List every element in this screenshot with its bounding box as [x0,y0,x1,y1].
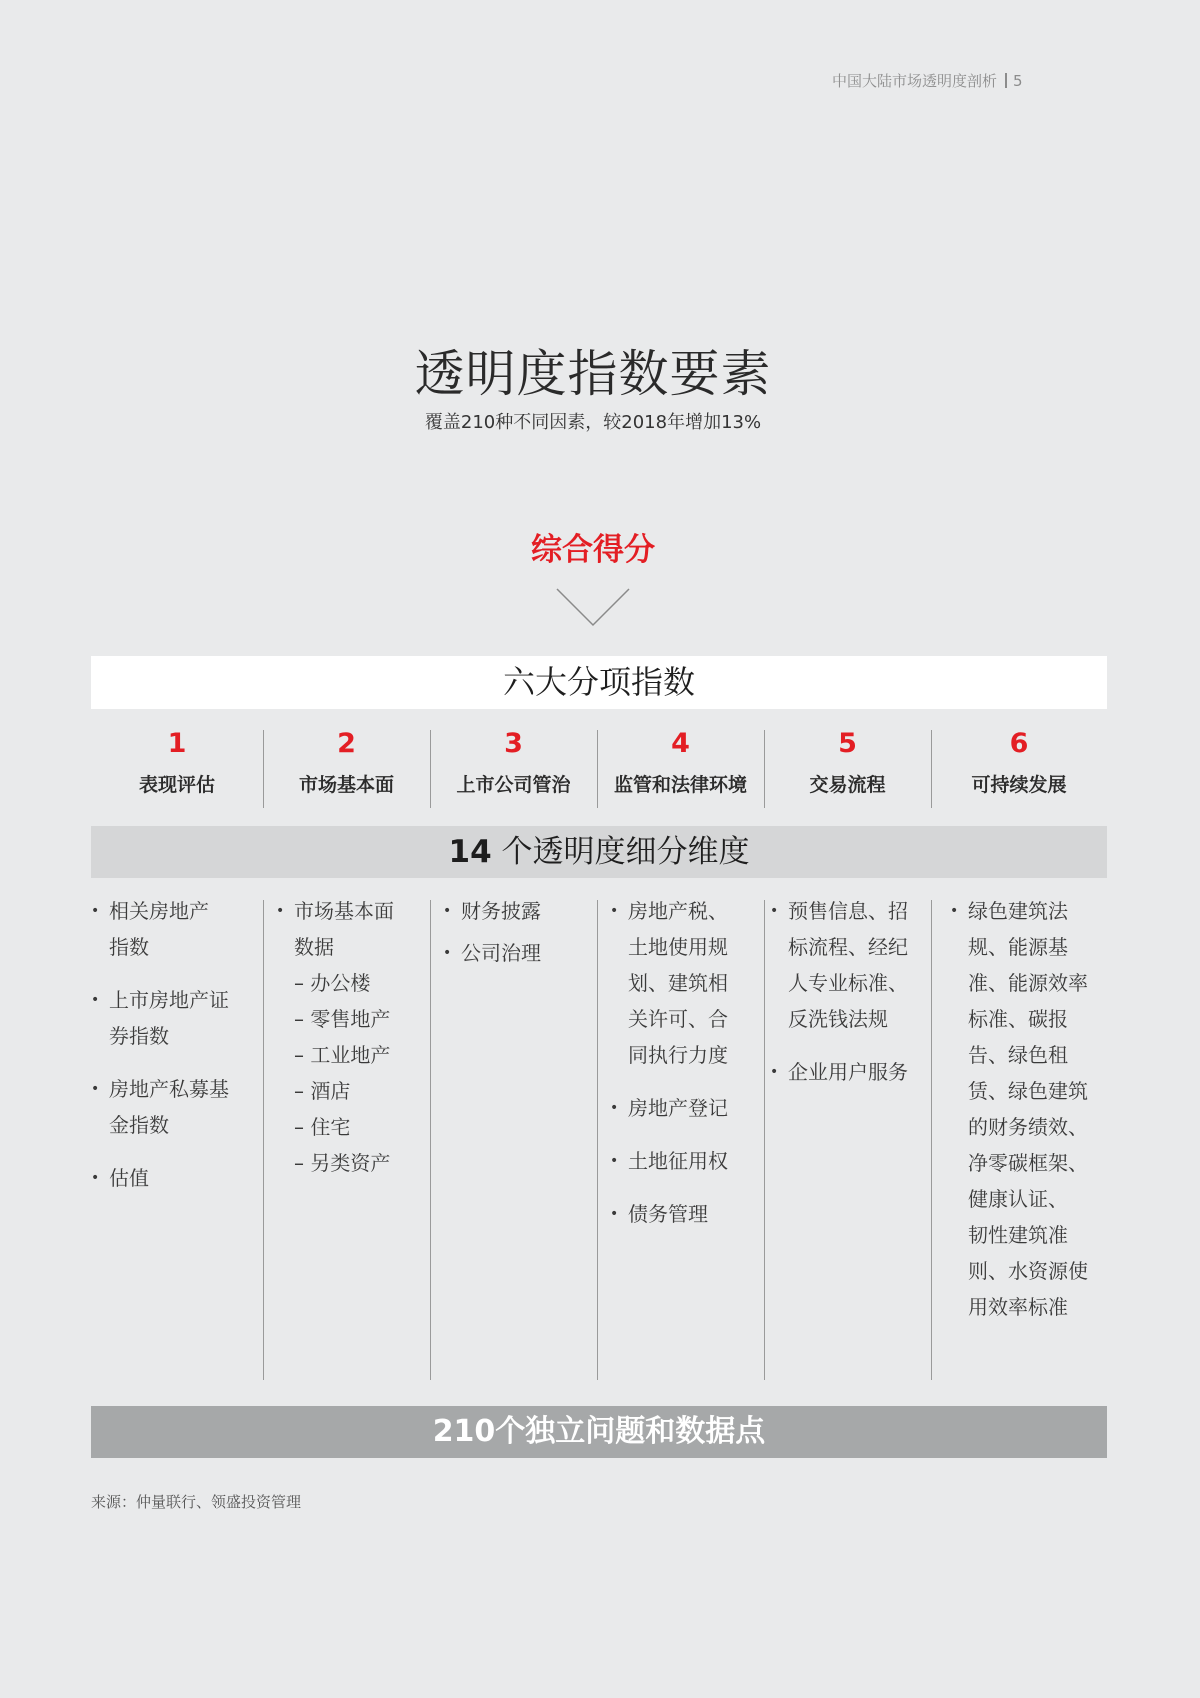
dimension-column-1 [91,893,256,1213]
list-item: • 预售信息、招 标流程、经纪 人专业标准、 反洗钱法规 [770,893,930,1037]
index-number: 2 [337,728,356,759]
index-name: 表现评估 [138,774,215,796]
index-name: 上市公司管治 [456,774,571,796]
dimensions-band [91,826,1107,878]
chevron-down-icon [556,588,630,628]
source-note: 来源：仲量联行、领盛投资管理 [91,1493,302,1511]
index-3 [430,728,597,808]
page-number: 5 [1013,72,1023,90]
header-divider [1005,73,1007,88]
column-divider [931,900,932,1380]
sub-list-item: – 办公楼 [294,971,371,995]
page-subtitle: 覆盖210种不同因素，较2018年增加13% [424,412,762,433]
list-item: • 相关房地产 指数 [91,893,256,965]
index-number: 5 [838,728,857,759]
list-item: • 企业用户服务 [770,1054,930,1090]
index-4 [597,728,764,808]
dimension-column-5 [770,893,930,1107]
index-name: 市场基本面 [298,774,394,796]
sub-list-item: – 酒店 [294,1079,351,1103]
index-name: 监管和法律环境 [613,774,747,796]
index-2 [263,728,430,808]
list-item: • 估值 [91,1160,256,1196]
list-item: • 土地征用权 [610,1143,760,1179]
dimensions-text: 个透明度细分维度 [491,834,750,870]
page-title: 透明度指数要素 [414,345,772,403]
index-5 [764,728,931,808]
index-number: 3 [504,728,523,759]
list-item: • 房地产私募基 金指数 [91,1071,256,1143]
column-divider [764,900,765,1380]
index-name: 可持续发展 [971,774,1067,796]
dimension-column-4 [610,893,760,1249]
sub-list-item: – 零售地产 [294,1007,391,1031]
list-item: • 房地产登记 [610,1090,760,1126]
list-item: • 上市房地产证 券指数 [91,982,256,1054]
list-item: • 公司治理 [443,935,593,971]
running-header-title: 中国大陆市场透明度剖析 [832,72,998,90]
list-item: • 房地产税、 土地使用规 划、建筑相 关许可、合 同执行力度 [610,893,760,1073]
sub-list-item: – 住宅 [294,1115,351,1139]
column-divider [430,900,431,1380]
sub-list-item: – 工业地产 [294,1043,391,1067]
list-item: • 市场基本面 数据 – 办公楼 – 零售地产 – 工业地产 – 酒店 – 住宅 – 另类资产 [276,893,426,1181]
index-number: 1 [167,728,187,759]
dimension-column-6 [950,893,1100,1342]
column-divider [597,900,598,1380]
dimension-column-3 [443,893,593,988]
list-item: • 财务披露 [443,893,593,929]
list-item: • 债务管理 [610,1196,760,1232]
column-divider [263,900,264,1380]
list-item: • 绿色建筑法 规、能源基 准、能源效率 标准、碳报 告、绿色租 赁、绿色建筑 的财务绩效、 净零碳框架、 健康认证、 韧性建筑准 则、水资源使 用效率标准 [950,893,1100,1325]
dimensions-count: 14 [448,834,492,870]
data-points-band: 210个独立问题和数据点 [91,1406,1107,1458]
index-number: 6 [1009,728,1029,759]
sub-list-item: – 另类资产 [294,1151,391,1175]
index-6 [931,728,1107,808]
six-indices-band: 六大分项指数 [91,656,1107,709]
composite-score-label: 综合得分 [531,532,655,568]
index-1 [91,728,263,808]
dimension-column-2 [276,893,426,1198]
index-row [91,728,1107,808]
index-number: 4 [671,728,690,759]
index-name: 交易流程 [809,774,886,796]
running-header [832,70,1023,91]
